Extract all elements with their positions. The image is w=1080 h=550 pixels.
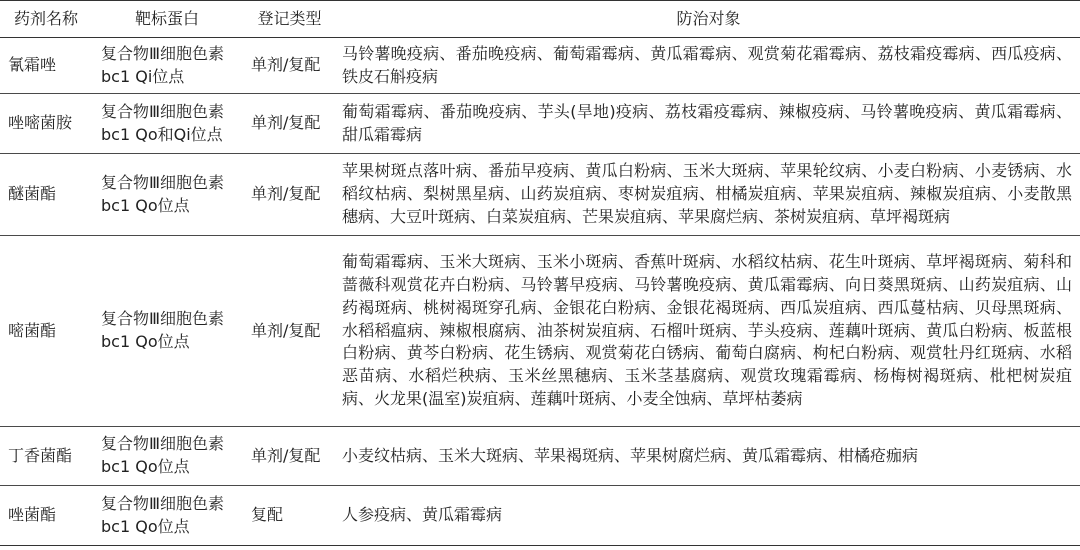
header-target: 靶标蛋白 [134,8,199,28]
row-registration: 复配 [251,505,284,525]
table-row [0,427,1080,486]
table-row [0,486,1080,546]
row-target: 复合物Ⅲ细胞色素bc1 Qi位点 [101,43,225,86]
table-row [0,236,1080,427]
row-name: 唑菌酯 [8,505,57,525]
row-control: 葡萄霜霉病、玉米大斑病、玉米小斑病、香蕉叶斑病、水稻纹枯病、花生叶斑病、草坪褐斑病、菊科和蔷薇科观赏花卉白粉病、马铃薯早疫病、马铃薯晚疫病、黄瓜霜霉病、向日葵黑斑病、山药炭疽病、山药褐斑病、桃树褐斑穿孔病、金银花白粉病、金银花褐斑病、西瓜炭疽病、西瓜蔓枯病、贝母黑斑病、水稻稻瘟病、辣椒根腐病、油茶树炭疽病、石榴叶斑病、芋头疫病、莲藕叶斑病、黄瓜白粉病、板蓝根白粉病、黄芩白粉病、花生锈病、观赏菊花白锈病、葡萄白腐病、枸杞白粉病、观赏牡丹红斑病、水稻恶苗病、水稻烂秧病、玉米丝黑穗病、玉米茎基腐病、观赏玫瑰霜霉病、杨梅树褐斑病、枇杷树炭疽病、火龙果(温室)炭疽病、莲藕叶斑病、小麦全蚀病、草坪枯萎病 [342,252,1072,408]
row-target: 复合物Ⅲ细胞色素bc1 Qo位点 [101,309,225,351]
row-target: 复合物Ⅲ细胞色素bc1 Qo位点 [101,434,225,476]
row-registration: 单剂/复配 [251,320,321,340]
row-registration: 单剂/复配 [251,445,321,465]
row-control: 葡萄霜霉病、番茄晚疫病、芋头(旱地)疫病、荔枝霜疫霉病、辣椒疫病、马铃薯晚疫病、黄瓜霜霉病、甜瓜霜霉病 [342,101,1072,144]
row-name: 嘧菌酯 [8,320,57,340]
row-registration: 单剂/复配 [251,113,321,133]
header-registration: 登记类型 [257,8,322,28]
row-control: 马铃薯晚疫病、番茄晚疫病、葡萄霜霉病、黄瓜霜霉病、观赏菊花霜霉病、荔枝霜疫霉病、西瓜疫病、铁皮石斛疫病 [342,43,1072,86]
row-control: 人参疫病、黄瓜霜霉病 [342,505,503,525]
row-registration: 单剂/复配 [251,55,321,75]
header-name: 药剂名称 [13,8,78,28]
row-name: 唑嘧菌胺 [8,113,73,133]
header-control: 防治对象 [676,8,741,28]
row-name: 醚菌酯 [8,184,57,204]
row-name: 氰霜唑 [8,55,57,75]
table-row [0,94,1080,154]
row-target: 复合物Ⅲ细胞色素bc1 Qo位点 [101,172,225,215]
row-registration: 单剂/复配 [251,184,321,204]
row-name: 丁香菌酯 [8,445,73,465]
table-row [0,38,1080,94]
row-target: 复合物Ⅲ细胞色素bc1 Qo位点 [101,493,225,536]
row-control: 小麦纹枯病、玉米大斑病、苹果褐斑病、苹果树腐烂病、黄瓜霜霉病、柑橘疮痂病 [342,445,919,465]
row-target: 复合物Ⅲ细胞色素bc1 Qo和Qi位点 [101,101,225,144]
row-control: 苹果树斑点落叶病、番茄早疫病、黄瓜白粉病、玉米大斑病、苹果轮纹病、小麦白粉病、小麦锈病、水稻纹枯病、梨树黑星病、山药炭疽病、枣树炭疽病、柑橘炭疽病、苹果炭疽病、辣椒炭疽病、小麦散黑穗病、大豆叶斑病、白菜炭疽病、芒果炭疽病、苹果腐烂病、茶树炭疽病、草坪褐斑病 [342,161,1072,226]
table-row [0,154,1080,236]
table-header-row [0,0,1080,38]
